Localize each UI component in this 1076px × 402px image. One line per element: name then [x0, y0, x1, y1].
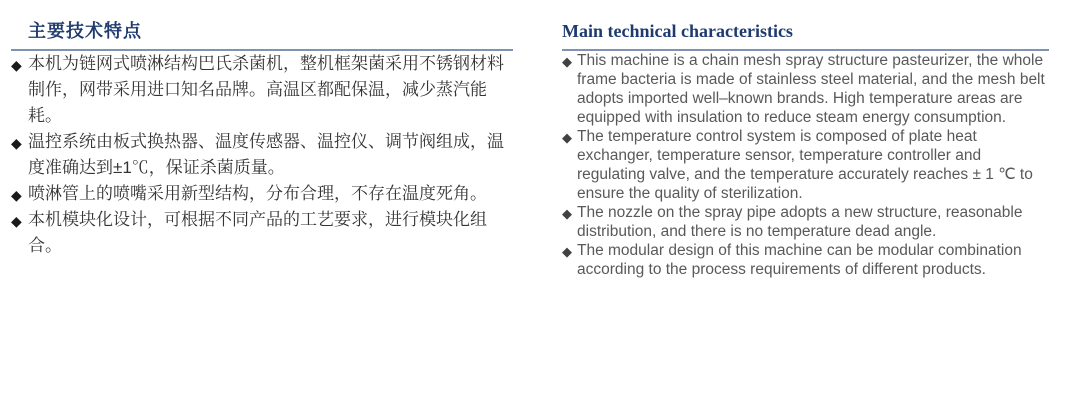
list-item-text: 喷淋管上的喷嘴采用新型结构，分布合理，不存在温度死角。: [28, 184, 487, 203]
list-item: [11, 51, 513, 129]
section-english-characteristics: [562, 20, 1049, 279]
list-item-text: The temperature control system is composed of plate heat exchanger, temperature sensor, temperature controller and regulating valve, and the temperature accurately reaches ± 1 ℃ to ensure the quality of sterilization.: [577, 128, 1033, 202]
diamond-bullet-icon: ◆: [562, 54, 572, 69]
diamond-bullet-icon: ◆: [562, 244, 572, 259]
list-item-text: 温控系统由板式换热器、温度传感器、温控仪、调节阀组成，温度准确达到±1℃，保证杀菌质量。: [28, 132, 504, 177]
list-item: [11, 181, 513, 207]
diamond-bullet-icon: ◆: [11, 57, 22, 73]
list-item-text: The nozzle on the spray pipe adopts a new structure, reasonable distribution, and there is no temperature dead angle.: [577, 204, 1023, 240]
diamond-bullet-icon: ◆: [562, 130, 572, 145]
feature-list-chinese: [11, 51, 513, 259]
list-item-text: 本机为链网式喷淋结构巴氏杀菌机，整机框架菌采用不锈钢材料制作，网带采用进口知名品牌。高温区都配保温，减少蒸汽能耗。: [28, 54, 504, 125]
list-item: [562, 203, 1049, 241]
list-item-text: 本机模块化设计，可根据不同产品的工艺要求，进行模块化组合。: [28, 210, 487, 255]
list-item-text: The modular design of this machine can be modular combination according to the process requirements of different products.: [577, 242, 1022, 278]
list-item: [11, 129, 513, 181]
list-item: [562, 51, 1049, 127]
section-title-english: Main technical characteristics: [562, 20, 1049, 51]
list-item: [562, 127, 1049, 203]
list-item-text: This machine is a chain mesh spray structure pasteurizer, the whole frame bacteria is made of stainless steel material, and the mesh belt adopts imported well–known brands. High temperature areas are equipped with insulation to reduce steam energy consumption.: [577, 52, 1045, 126]
diamond-bullet-icon: ◆: [11, 135, 22, 151]
diamond-bullet-icon: ◆: [11, 213, 22, 229]
section-title-chinese: 主要技术特点: [11, 20, 513, 51]
diamond-bullet-icon: ◆: [11, 187, 22, 203]
feature-list-english: [562, 51, 1049, 279]
list-item: [11, 207, 513, 259]
section-chinese-features: [11, 20, 513, 259]
diamond-bullet-icon: ◆: [562, 206, 572, 221]
list-item: [562, 241, 1049, 279]
